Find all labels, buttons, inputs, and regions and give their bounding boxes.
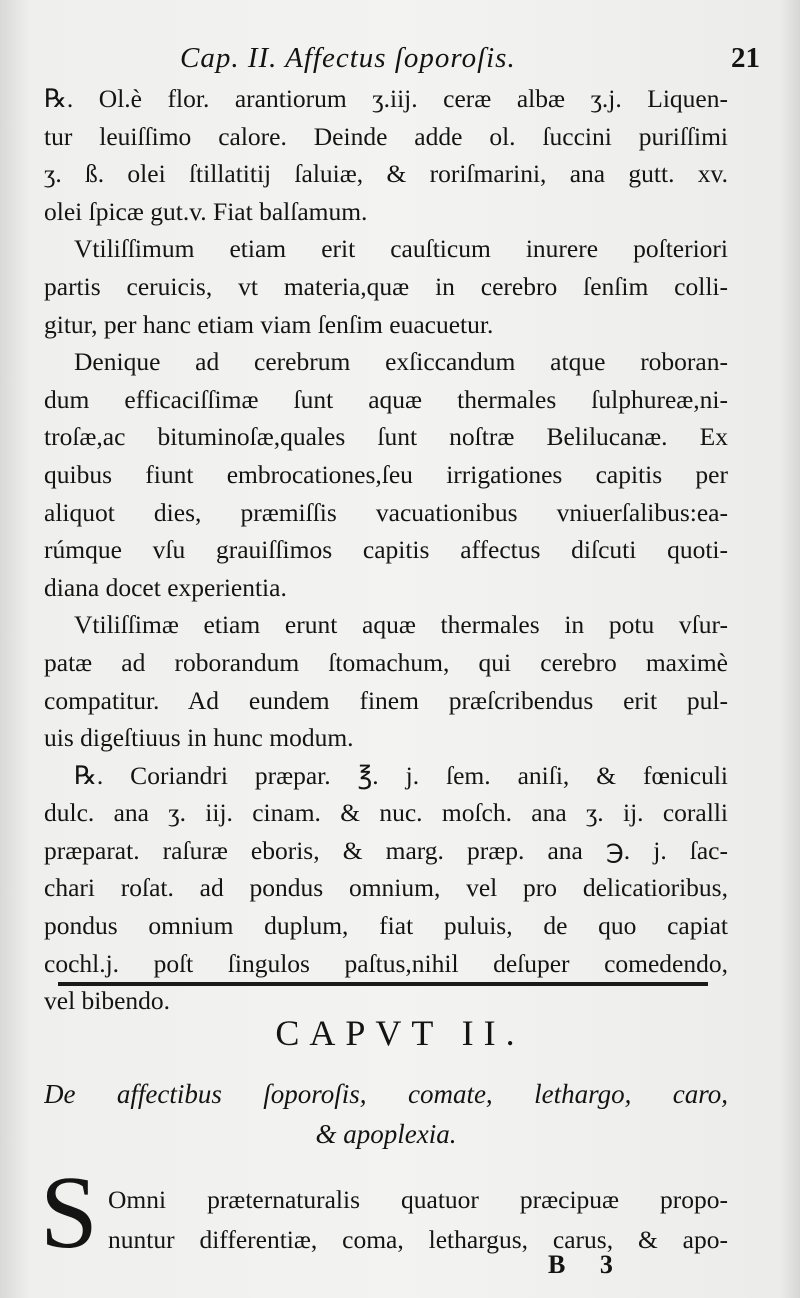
text-line: aliquot dies, præmiſſis vacuationibus vniuerſalibus:ea- — [44, 497, 728, 527]
text-line: Denique ad cerebrum exſiccandum atque roboran- — [74, 347, 728, 377]
text-line: nuntur differentiæ, coma, lethargus, carus, & apo- — [108, 1225, 728, 1254]
text-line: cochl.j. poſt ſingulos paſtus,nihil deſuper comedendo, — [44, 948, 728, 978]
text-line: uis digeſtiuus in hunc modum. — [44, 723, 354, 753]
chapter-heading: CAPVT II. — [275, 1013, 525, 1053]
text-line: dum efficaciſſimæ ſunt aquæ thermales ſulphureæ,ni- — [44, 384, 728, 414]
text-line: olei ſpicæ gut.v. Fiat balſamum. — [44, 196, 368, 226]
text-line: ʒ. ß. olei ſtillatitij ſaluiæ, & roriſmarini, ana gutt. xv. — [44, 159, 728, 189]
text-line: præparat. raſuræ eboris, & marg. præp. ana ℈. j. ſac- — [44, 835, 728, 865]
signature-mark: B 3 — [548, 1250, 627, 1279]
drop-cap: S — [40, 1155, 98, 1270]
chapter-subtitle — [44, 1074, 728, 1154]
running-head — [40, 42, 770, 82]
text-line: troſæ,ac bituminoſæ,quales ſunt noſtræ Belilucanæ. Ex — [44, 422, 728, 452]
text-line: vel bibendo. — [44, 986, 171, 1016]
text-line: chari roſat. ad pondus omnium, vel pro delicatioribus, — [44, 873, 728, 903]
section-divider — [58, 982, 708, 986]
text-line: diana docet experientia. — [44, 572, 287, 602]
text-line: rúmque vſu grauiſſimos capitis affectus diſcuti quoti- — [44, 535, 728, 565]
text-line: quibus fiunt embrocationes,ſeu irrigationes capitis per — [44, 459, 728, 489]
text-line: ℞. Coriandri præpar. ℥. j. ſem. aniſi, & fœniculi — [74, 760, 728, 790]
running-head-title: Cap. II. Affectus ſoporoſis. — [180, 42, 516, 74]
text-line: partis ceruicis, vt materia,quæ in cerebro ſenſim colli- — [44, 271, 728, 301]
text-line: pondus omnium duplum, fiat puluis, de quo capiat — [44, 911, 728, 941]
subtitle-line: & apoplexia. — [315, 1119, 457, 1149]
text-line: patæ ad roborandum ſtomachum, qui cerebro maximè — [44, 647, 728, 677]
body-text — [44, 80, 728, 1020]
text-line: Vtiliſſimæ etiam erunt aquæ thermales in potu vſur- — [74, 610, 728, 640]
text-line: gitur, per hanc etiam viam ſenſim euacuetur. — [44, 309, 494, 339]
text-line: tur leuiſſimo calore. Deinde adde ol. ſuccini puriſſimi — [44, 121, 728, 151]
text-line: Omni præternaturalis quatuor præcipuæ propo- — [108, 1185, 728, 1214]
subtitle-line: De affectibus ſoporoſis, comate, lethargo, caro, — [44, 1079, 728, 1109]
text-line: Vtiliſſimum etiam erit cauſticum inurere poſteriori — [74, 234, 728, 264]
chapter-opening — [108, 1180, 728, 1260]
text-line: ℞. Ol.è flor. arantiorum ʒ.iij. ceræ albæ ʒ.j. Liquen- — [44, 84, 728, 113]
text-line: dulc. ana ʒ. iij. cinam. & nuc. moſch. ana ʒ. ij. coralli — [44, 798, 728, 828]
text-line: compatitur. Ad eundem finem præſcribendus erit pul- — [44, 685, 728, 715]
page-number: 21 — [731, 42, 760, 74]
